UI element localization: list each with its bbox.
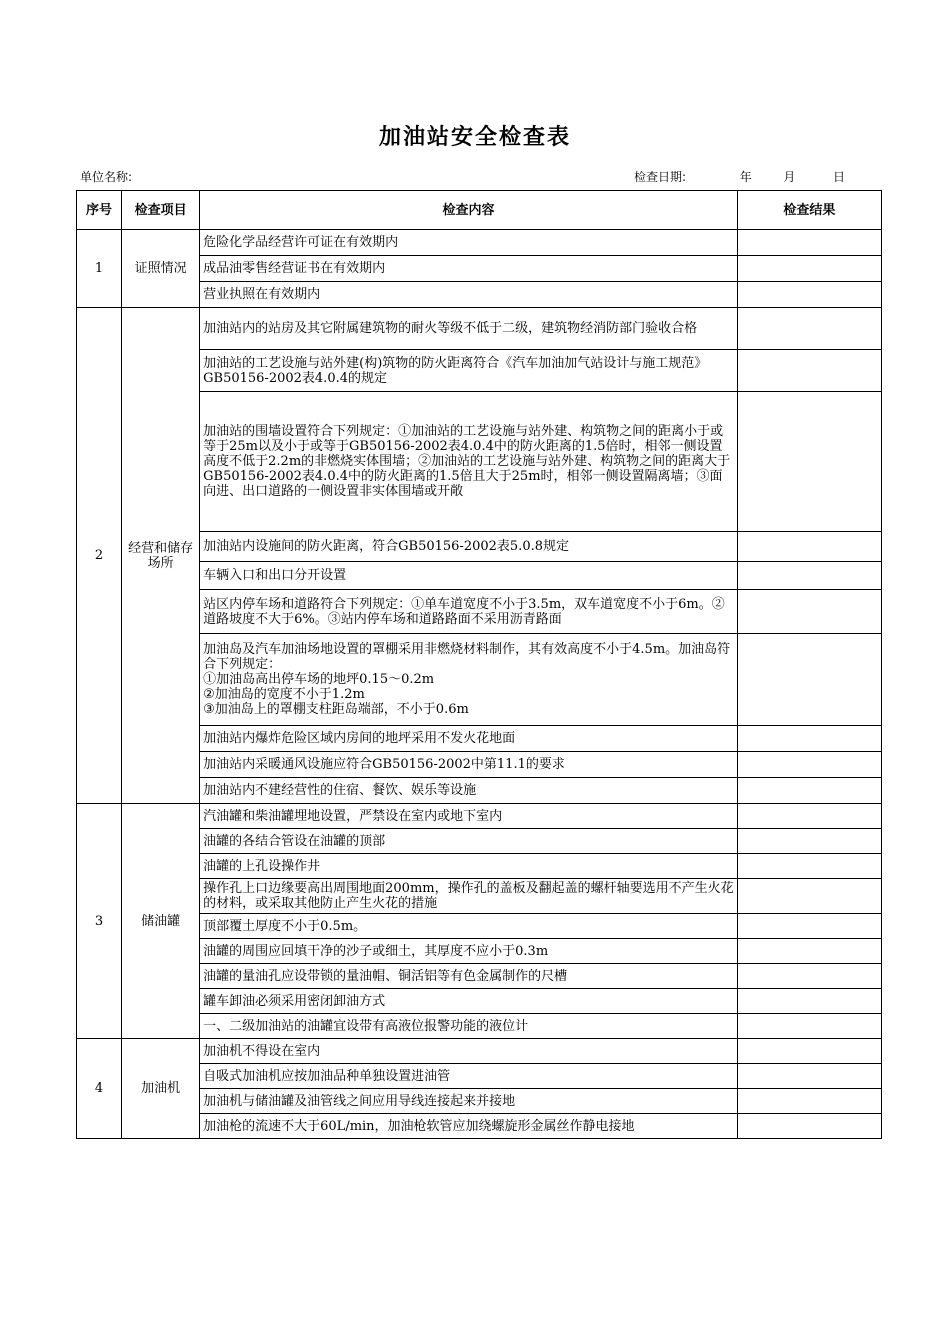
- check-content: 危险化学品经营许可证在有效期内: [200, 230, 738, 256]
- check-result-cell[interactable]: [737, 634, 881, 726]
- check-result-cell[interactable]: [737, 829, 881, 854]
- check-result-cell[interactable]: [737, 350, 881, 392]
- section-number: 1: [77, 230, 122, 308]
- table-row: [77, 230, 882, 256]
- table-row: [77, 308, 882, 350]
- check-result-cell[interactable]: [737, 1114, 881, 1139]
- check-content: 站区内停车场和道路符合下列规定：①单车道宽度不小于3.5m，双车道宽度不小于6m。②道路坡度不大于6%。③站内停车场和道路路面不采用沥青路面: [200, 590, 738, 634]
- inspection-table: [76, 190, 882, 1139]
- check-result-cell[interactable]: [737, 939, 881, 964]
- check-content: 加油枪的流速不大于60L/min，加油枪软管应加绕螺旋形金属丝作静电接地: [200, 1114, 738, 1139]
- check-result-cell[interactable]: [737, 230, 881, 256]
- check-result-cell[interactable]: [737, 726, 881, 752]
- check-content: 一、二级加油站的油罐宜设带有高液位报警功能的液位计: [200, 1014, 738, 1039]
- check-content: 油罐的各结合管设在油罐的顶部: [200, 829, 738, 854]
- check-content: 营业执照在有效期内: [200, 282, 738, 308]
- check-result-cell[interactable]: [737, 804, 881, 829]
- check-content: 自吸式加油机应按加油品种单独设置进油管: [200, 1064, 738, 1089]
- check-result-cell[interactable]: [737, 1064, 881, 1089]
- check-result-cell[interactable]: [737, 879, 881, 914]
- check-content: 加油站的围墙设置符合下列规定：①加油站的工艺设施与站外建、构筑物之间的距离小于或等于25m以及小于或等于GB50156-2002表4.0.4中的防火距离的1.5倍时，相邻一侧设置高度不低于2.2m的非燃烧实体围墙；②加油站的工艺设施与站外建、构筑物之间的距离大于GB50156-2002表4.0.4中的防火距离的1.5倍且大于25m时，相邻一侧设置隔离墙；③面向进、出口道路的一侧设置非实体围墙或开敞: [200, 392, 738, 532]
- check-result-cell[interactable]: [737, 964, 881, 989]
- check-result-cell[interactable]: [737, 752, 881, 778]
- section-number: 3: [77, 804, 122, 1039]
- table-row: [77, 1039, 882, 1064]
- check-content: 汽油罐和柴油罐埋地设置，严禁设在室内或地下室内: [200, 804, 738, 829]
- check-content: 加油机与储油罐及油管线之间应用导线连接起来并接地: [200, 1089, 738, 1114]
- check-content: 罐车卸油必须采用密闭卸油方式: [200, 989, 738, 1014]
- table-row: [77, 804, 882, 829]
- section-number: 4: [77, 1039, 122, 1139]
- section-name: 经营和储存场所: [122, 308, 200, 804]
- check-content: 加油站的工艺设施与站外建(构)筑物的防火距离符合《汽车加油加气站设计与施工规范》GB50156-2002表4.0.4的规定: [200, 350, 738, 392]
- check-content: 加油站内的站房及其它附属建筑物的耐火等级不低于二级，建筑物经消防部门验收合格: [200, 308, 738, 350]
- check-result-cell[interactable]: [737, 256, 881, 282]
- check-result-cell[interactable]: [737, 1039, 881, 1064]
- check-content: 加油岛及汽车加油场地设置的罩棚采用非燃烧材料制作，其有效高度不小于4.5m。加油岛符合下列规定： ①加油岛高出停车场的地坪0.15～0.2m ②加油岛的宽度不小于1.2m ③加油岛上的罩棚支柱距岛端部，不小于0.6m: [200, 634, 738, 726]
- section-number: 2: [77, 308, 122, 804]
- page-title: 加油站安全检查表: [378, 125, 571, 150]
- check-result-cell[interactable]: [737, 989, 881, 1014]
- section-name: 储油罐: [122, 804, 200, 1039]
- check-date-line: [634, 168, 845, 185]
- check-content: 加油机不得设在室内: [200, 1039, 738, 1064]
- check-result-cell[interactable]: [737, 532, 881, 562]
- unit-name-label: 单位名称:: [80, 170, 133, 184]
- check-content: 加油站内采暖通风设施应符合GB50156-2002中第11.1的要求: [200, 752, 738, 778]
- month-label: 月: [783, 170, 796, 184]
- check-content: 油罐的上孔设操作井: [200, 854, 738, 879]
- check-result-cell[interactable]: [737, 282, 881, 308]
- check-result-cell[interactable]: [737, 562, 881, 590]
- header-content: 检查内容: [200, 191, 738, 230]
- check-date-label: 检查日期:: [634, 170, 687, 184]
- table-body: [77, 230, 882, 1139]
- year-label: 年: [739, 170, 752, 184]
- check-result-cell[interactable]: [737, 308, 881, 350]
- check-result-cell[interactable]: [737, 854, 881, 879]
- check-result-cell[interactable]: [737, 392, 881, 532]
- check-result-cell[interactable]: [737, 1014, 881, 1039]
- check-content: 顶部覆土厚度不小于0.5m。: [200, 914, 738, 939]
- check-content: 加油站内不建经营性的住宿、餐饮、娱乐等设施: [200, 778, 738, 804]
- check-content: 成品油零售经营证书在有效期内: [200, 256, 738, 282]
- check-content: 车辆入口和出口分开设置: [200, 562, 738, 590]
- check-content: 油罐的周围应回填干净的沙子或细土，其厚度不应小于0.3m: [200, 939, 738, 964]
- section-name: 证照情况: [122, 230, 200, 308]
- check-content: 加油站内设施间的防火距离，符合GB50156-2002表5.0.8规定: [200, 532, 738, 562]
- check-content: 操作孔上口边缘要高出周围地面200mm，操作孔的盖板及翻起盖的螺杆轴要选用不产生火花的材料，或采取其他防止产生火花的措施: [200, 879, 738, 914]
- header-item: 检查项目: [122, 191, 200, 230]
- check-result-cell[interactable]: [737, 778, 881, 804]
- header-result: 检查结果: [737, 191, 881, 230]
- table-header-row: [77, 191, 882, 230]
- check-result-cell[interactable]: [737, 590, 881, 634]
- check-content: 油罐的量油孔应设带锁的量油帽、铜活铝等有色金属制作的尺槽: [200, 964, 738, 989]
- section-name: 加油机: [122, 1039, 200, 1139]
- check-content: 加油站内爆炸危险区域内房间的地坪采用不发火花地面: [200, 726, 738, 752]
- check-result-cell[interactable]: [737, 1089, 881, 1114]
- day-label: 日: [833, 170, 846, 184]
- check-result-cell[interactable]: [737, 914, 881, 939]
- header-no: 序号: [77, 191, 122, 230]
